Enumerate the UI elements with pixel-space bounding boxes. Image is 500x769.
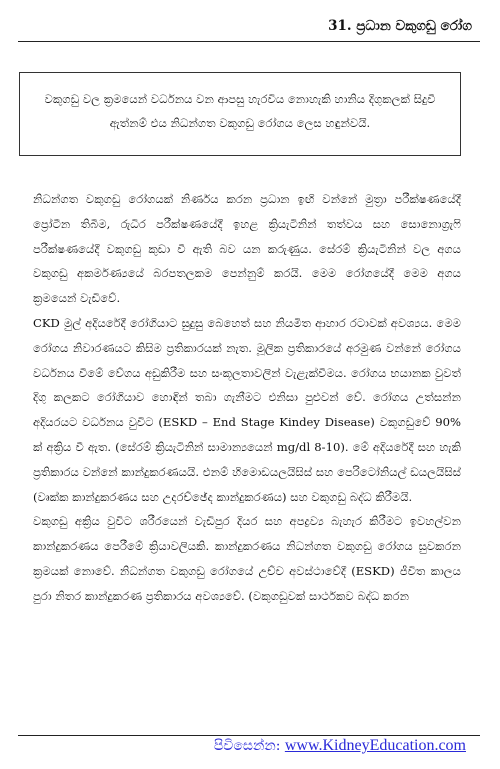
body-paragraph-3: වකුගඩු අක්‍රිය වුවිට ශරීරයෙන් වැඩිපුර දියර සහ අපද්‍රව්‍ය බැහැර කිරීමට ඉවහල්වන කාන්දුකරණය පෙරීමේ ක්‍රියාවලියකි. කාන්දුකරණය නිධන්ගත වකුගඩු රෝගය සුවකරන ක්‍රමයක් නොවේ. නිධන්ගත වකුගඩු රෝගයේ උච්ච අවස්ථාවේදී (ESKD) ජීවිත කාලය පුරා නිතර කාන්දුකරණ ප්‍රතිකාරය අවශ්‍යවේ. (වකුගඩුවක් සාර්ථකව බද්ධ කරන <box>33 514 461 603</box>
definition-callout-text: වකුගඩු වල ක්‍රමයෙන් වර්ධනය වන ආපසු හැරවිය නොහැකි හානිය දිගුකලක් සිදුවී ඇත්නම් එය නිධන්ගත වකුගඩු රෝගය ලෙස හඳුන්වයි. <box>44 92 436 130</box>
header-divider <box>18 41 480 42</box>
body-paragraph-1: නිධන්ගත වකුගඩු රෝගයක් නිර්ණය කරන ප්‍රධාන ඉඟි වන්නේ මුත්‍රා පරීක්ෂණයේදී ප්‍රෝටීන තිබීම, රුධිර පරීක්ෂණයේදී ඉහළ ක්‍රියැටිනින් තත්වය සහ සොනොග්‍රැෆි පරීක්ෂණයේදී වකුගඩු කුඩා වී ඇති බව යන කරුණුය. සේරම් ක්‍රියැටිනින් වල අගය වකුගඩු අකර්මණ්‍යයේ බරපතලකම පෙන්නුම් කරයි. මෙම රෝගයේදී මෙම අගය ක්‍රමයෙන් වැඩිවේ. <box>33 192 461 306</box>
footer-visit-label: පිවිසෙන්න: <box>213 738 285 754</box>
footer-divider <box>18 735 480 736</box>
body-paragraph-2: CKD මුල් අදියරේදී රෝගියාට සුදුසු බෙහෙත් සහ නියමිත ආහාර රටාවක් අවශ්‍යය. මෙම රෝගය නිවාරණයට කිසිම ප්‍රතිකාරයක් නැත. මූලික ප්‍රතිකාරයේ අරමුණ වන්නේ රෝගය වර්ධනය වීමේ වේගය අඩුකිරීම සහ සංකූලතාවලින් වැළැක්වීමය. රෝගය භයානක වුවත් දිගු කලකට රෝගියාව හොඳින් තබා ගැනීමට එනිසා පුළුවන් වේ. රෝගය උත්සන්න අදියරයට වර්ධනය වුවිට (ESKD – End Stage Kindey Disease) වකුගඩුවේ 90% ක් අක්‍රිය වී ඇත. (සේරම් ක්‍රියැටිනින් සාමාන්‍යයෙන් mg/dl 8-10). මේ අදියරේදී සහ හැකි ප්‍රතිකාරය වන්නේ කාන්දුකරණයයි. එනම් හිමොඩයලයිසිස් සහ පෙරිටෝනියල් ඩයලයිසිස් (වෘක්ක කාන්දුකරණය සහ උදරච්ඡේද කාන්දුකරණය) සහ වකුගඩු බද්ධ කිරීමයි. <box>33 315 461 504</box>
website-link[interactable]: www.KidneyEducation.com <box>284 737 466 754</box>
page-header-title: 31. ප්‍රධාන වකුගඩු රෝග <box>328 18 472 34</box>
definition-callout-box <box>19 72 461 156</box>
footer <box>214 737 466 755</box>
body-text <box>33 187 461 609</box>
